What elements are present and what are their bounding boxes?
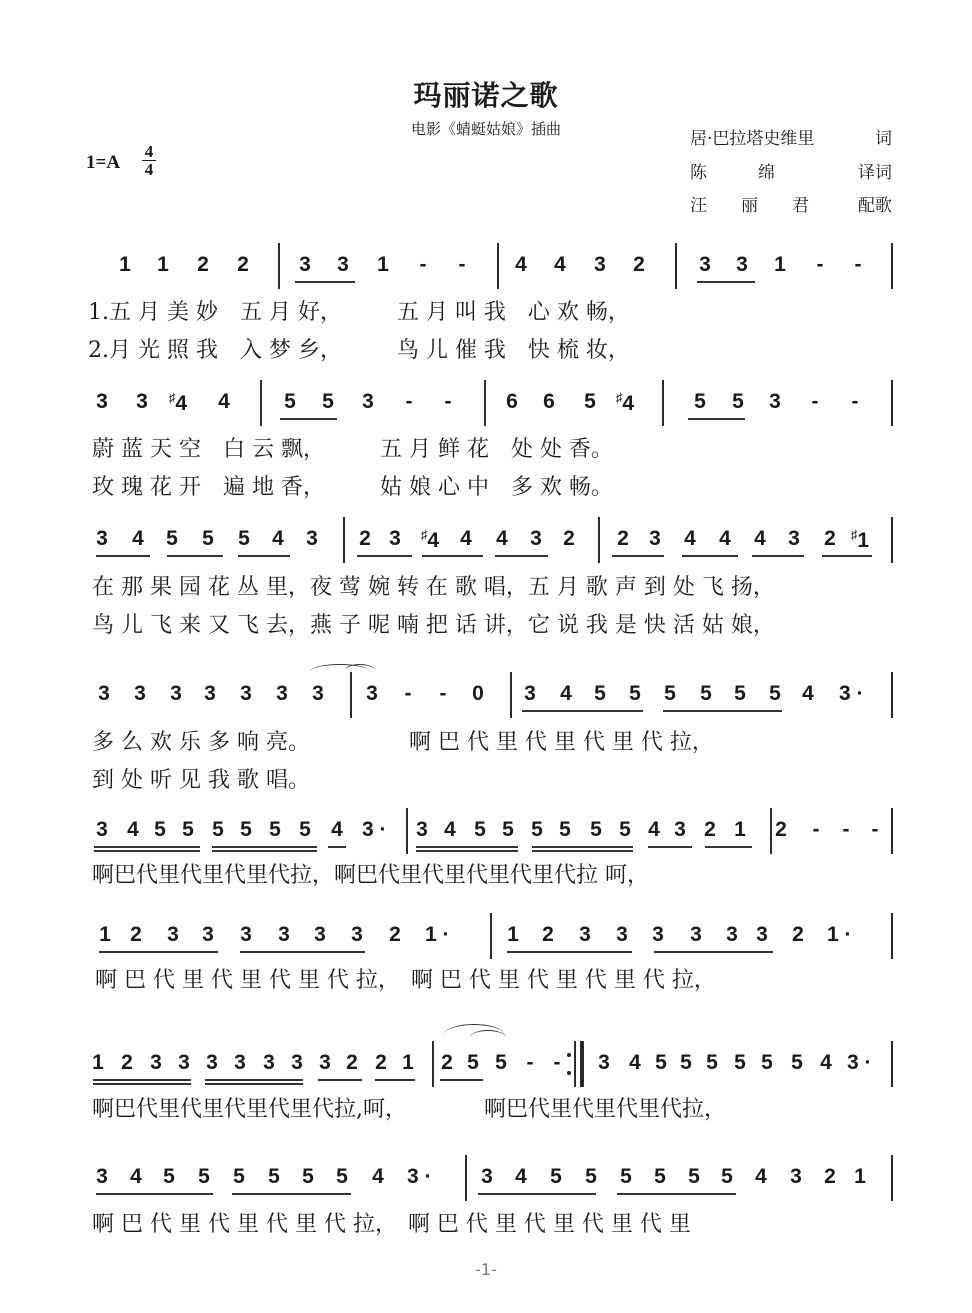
note: 3 xyxy=(291,1051,303,1074)
note: 5 xyxy=(284,390,296,413)
note: 3 xyxy=(366,682,378,705)
sustain-dash: - xyxy=(458,253,466,276)
barline xyxy=(891,380,893,426)
note: 4 xyxy=(820,1051,832,1074)
time-signature: 4 4 xyxy=(142,144,156,177)
barline xyxy=(891,808,893,854)
note: 5 xyxy=(550,1165,562,1188)
note: 2 xyxy=(389,923,401,946)
note: 3 · xyxy=(847,1051,872,1074)
note: 2 xyxy=(824,1165,836,1188)
note: 1 xyxy=(92,1051,104,1074)
sustain-dash: - xyxy=(553,1051,561,1074)
sustain-dash: - xyxy=(405,390,413,413)
note: 1 xyxy=(402,1051,414,1074)
repeat-end-barline xyxy=(580,1041,584,1087)
note: 5 xyxy=(655,1051,667,1074)
note: 3 xyxy=(278,923,290,946)
note: 5 xyxy=(202,527,214,550)
note: 4 xyxy=(554,253,566,276)
note: 3 xyxy=(616,923,628,946)
note: 4 xyxy=(629,1051,641,1074)
lyric-line: 到 处 听 见 我 歌 唱。 xyxy=(92,768,310,793)
note: 3 xyxy=(96,527,108,550)
note: 3 xyxy=(306,527,318,550)
note: 4 xyxy=(372,1165,384,1188)
note: 3 xyxy=(756,923,768,946)
credit-arranger: 汪 丽 君 配歌 xyxy=(690,196,892,216)
note: 2 xyxy=(346,1051,358,1074)
song-subtitle: 电影《蜻蜓姑娘》插曲 xyxy=(410,120,561,138)
note: 2 xyxy=(824,527,836,550)
note: 2 xyxy=(704,818,716,841)
note: 3 xyxy=(674,818,686,841)
note: 3 xyxy=(206,1051,218,1074)
note: 4 xyxy=(460,527,472,550)
beam-underline xyxy=(240,951,365,953)
beam-underline xyxy=(478,1193,596,1195)
note: 2 xyxy=(792,923,804,946)
note: 5 xyxy=(467,1051,479,1074)
lyric-line: 蔚 蓝 天 空 白 云 飘， 五 月 鲜 花 处 处 香。 xyxy=(92,437,613,462)
beam-underline xyxy=(612,555,664,557)
lyric-line: 2.月 光 照 我 入 梦 乡， 鸟 儿 催 我 快 梳 妆， xyxy=(88,338,630,363)
page-number: -1- xyxy=(475,1260,497,1279)
note: 4 xyxy=(560,682,572,705)
sustain-dash: - xyxy=(439,682,447,705)
beam-underline xyxy=(752,555,804,557)
note: 1 · xyxy=(425,923,450,946)
barline xyxy=(260,380,262,426)
note: 5 xyxy=(585,1165,597,1188)
sustain-dash: - xyxy=(851,390,859,413)
beam-underline xyxy=(495,555,548,557)
note: 5 xyxy=(594,682,606,705)
barline xyxy=(432,1041,434,1087)
note: 4 xyxy=(132,527,144,550)
note: 5 xyxy=(198,1165,210,1188)
barline xyxy=(891,1155,893,1201)
note: 1 xyxy=(854,1165,866,1188)
barline xyxy=(891,1041,893,1087)
note: 0 xyxy=(472,682,484,705)
beam-underline-second xyxy=(205,1083,303,1085)
lyric-line: 玫 瑰 花 开 遍 地 香， 姑 娘 心 中 多 欢 畅。 xyxy=(92,475,613,500)
note: 3 xyxy=(202,923,214,946)
barline xyxy=(465,1155,467,1201)
note: 5 xyxy=(654,1165,666,1188)
note: 3 xyxy=(98,682,110,705)
beam-underline xyxy=(648,846,692,848)
note: 5 xyxy=(734,1051,746,1074)
note: 4 xyxy=(515,253,527,276)
beam-underline xyxy=(663,710,782,712)
note: 3 xyxy=(769,390,781,413)
note: 2 xyxy=(237,253,249,276)
beam-underline xyxy=(440,1079,483,1081)
repeat-dot xyxy=(567,1053,571,1057)
note: 5 xyxy=(700,682,712,705)
repeat-thin-barline xyxy=(574,1041,576,1087)
sustain-dash: - xyxy=(816,253,824,276)
beam-underline-second xyxy=(532,850,633,852)
note: 3 xyxy=(204,682,216,705)
beam-underline xyxy=(416,846,518,848)
note: 3 xyxy=(530,527,542,550)
note: 3 · xyxy=(407,1165,432,1188)
song-title: 玛丽诺之歌 xyxy=(413,79,559,112)
note: 4 xyxy=(218,390,230,413)
barline xyxy=(490,913,492,959)
sustain-dash: - xyxy=(811,390,819,413)
beam-underline xyxy=(232,1193,351,1195)
note: 2 xyxy=(542,923,554,946)
note: 5 xyxy=(495,1051,507,1074)
note: 5 xyxy=(559,818,571,841)
beam-underline xyxy=(654,951,773,953)
note: ♯4 xyxy=(615,390,635,415)
note: 3 xyxy=(788,527,800,550)
beam-underline-second xyxy=(416,850,518,852)
note: 5 xyxy=(474,818,486,841)
key-signature: 1=A xyxy=(86,152,121,173)
sustain-dash: - xyxy=(526,1051,534,1074)
note: 5 xyxy=(791,1051,803,1074)
beam-underline xyxy=(205,1079,303,1081)
note: 1 xyxy=(507,923,519,946)
note: 3 xyxy=(263,1051,275,1074)
sustain-dash: - xyxy=(419,253,427,276)
beam-underline xyxy=(167,555,223,557)
note: 5 xyxy=(154,818,166,841)
beam-underline xyxy=(422,555,483,557)
note: 3 xyxy=(594,253,606,276)
sustain-dash: - xyxy=(404,682,412,705)
note: 4 xyxy=(719,527,731,550)
note: 4 xyxy=(444,818,456,841)
note: 3 xyxy=(699,253,711,276)
note: 4 xyxy=(272,527,284,550)
note: 5 xyxy=(688,1165,700,1188)
note: 2 xyxy=(617,527,629,550)
beam-underline xyxy=(96,1193,213,1195)
note: 3 xyxy=(96,818,108,841)
note: 4 xyxy=(802,682,814,705)
note: 4 xyxy=(331,818,343,841)
lyric-line: 1.五 月 美 妙 五 月 好， 五 月 叫 我 心 欢 畅， xyxy=(88,300,630,325)
beam-underline xyxy=(532,846,633,848)
beam-underline xyxy=(280,418,337,420)
note: 3 xyxy=(167,923,179,946)
note: 5 xyxy=(732,390,744,413)
note: 3 xyxy=(319,1051,331,1074)
note: 3 xyxy=(649,527,661,550)
note: 2 xyxy=(633,253,645,276)
note: 3 xyxy=(299,253,311,276)
note: 2 xyxy=(130,923,142,946)
beam-underline xyxy=(295,281,355,283)
note: 5 xyxy=(761,1051,773,1074)
note: 3 xyxy=(726,923,738,946)
note: 3 xyxy=(276,682,288,705)
note: 3 xyxy=(524,682,536,705)
note: 3 · xyxy=(362,818,387,841)
note: 5 xyxy=(584,390,596,413)
note: 5 xyxy=(268,1165,280,1188)
note: 5 xyxy=(336,1165,348,1188)
note: 1 xyxy=(99,923,111,946)
note: 2 xyxy=(441,1051,453,1074)
beam-underline-second xyxy=(93,1083,191,1085)
barline xyxy=(598,517,600,563)
note: 2 xyxy=(563,527,575,550)
note: 5 xyxy=(238,527,250,550)
lyric-line: 在 那 果 园 花 丛 里，夜 莺 婉 转 在 歌 唱，五 月 歌 声 到 处 飞 扬， xyxy=(92,575,775,600)
barline xyxy=(891,243,893,289)
tie-arc xyxy=(345,664,375,677)
beam-underline xyxy=(94,846,200,848)
note: 3 xyxy=(690,923,702,946)
lyric-line: 多 么 欢 乐 多 响 亮。 啊 巴 代 里 代 里 代 里 代 拉， xyxy=(92,730,714,755)
lyric-line: 啊 巴 代 里 代 里 代 里 代 拉， 啊 巴 代 里 代 里 代 里 代 里 xyxy=(92,1212,691,1237)
beam-underline xyxy=(617,1193,736,1195)
barline xyxy=(278,243,280,289)
note: 5 xyxy=(182,818,194,841)
note: 6 xyxy=(506,390,518,413)
note: 2 xyxy=(775,818,787,841)
note: 6 xyxy=(543,390,555,413)
barline xyxy=(497,243,499,289)
note: 1 xyxy=(774,253,786,276)
beam-underline xyxy=(682,555,738,557)
note: 5 xyxy=(302,1165,314,1188)
note: 1 · xyxy=(827,923,852,946)
beam-underline xyxy=(93,1079,191,1081)
note: 5 xyxy=(269,818,281,841)
note: 3 xyxy=(234,1051,246,1074)
note: 5 xyxy=(233,1165,245,1188)
note: 5 xyxy=(734,682,746,705)
beam-underline xyxy=(522,710,643,712)
barline xyxy=(484,380,486,426)
beam-underline xyxy=(328,846,346,848)
note: 4 xyxy=(127,818,139,841)
beam-underline-second xyxy=(94,850,200,852)
note: 3 xyxy=(579,923,591,946)
note: 3 xyxy=(312,682,324,705)
note: 3 xyxy=(134,682,146,705)
note: 3 xyxy=(362,390,374,413)
note: 4 xyxy=(684,527,696,550)
note: 5 xyxy=(620,1165,632,1188)
barline xyxy=(891,913,893,959)
sustain-dash: - xyxy=(871,818,879,841)
note: 5 xyxy=(664,682,676,705)
beam-underline xyxy=(357,555,412,557)
barline xyxy=(891,517,893,563)
sustain-dash: - xyxy=(444,390,452,413)
sustain-dash: - xyxy=(842,818,850,841)
note: 1 xyxy=(119,253,131,276)
beam-underline xyxy=(507,951,632,953)
note: 3 xyxy=(337,253,349,276)
note: 3 xyxy=(652,923,664,946)
note: 3 xyxy=(96,1165,108,1188)
note: 3 xyxy=(790,1165,802,1188)
barline xyxy=(406,808,408,854)
lyric-line: 啊巴代里代里代里代拉，啊巴代里代里代里代里代拉 呵， xyxy=(92,863,649,888)
sustain-dash: - xyxy=(854,253,862,276)
note: 5 xyxy=(240,818,252,841)
note: ♯4 xyxy=(420,527,440,552)
beam-underline xyxy=(697,281,755,283)
barline xyxy=(891,672,893,718)
beam-underline xyxy=(705,846,752,848)
note: 5 xyxy=(629,682,641,705)
note: 5 xyxy=(502,818,514,841)
note: 4 xyxy=(754,527,766,550)
note: 5 xyxy=(322,390,334,413)
note: 5 xyxy=(680,1051,692,1074)
note: 3 xyxy=(178,1051,190,1074)
sustain-dash: - xyxy=(812,818,820,841)
note: 2 xyxy=(121,1051,133,1074)
beam-underline xyxy=(375,1079,415,1081)
note: 1 xyxy=(734,818,746,841)
note: ♯1 xyxy=(850,527,870,552)
note: 5 xyxy=(619,818,631,841)
note: ♯4 xyxy=(168,390,188,415)
barline xyxy=(675,243,677,289)
beam-underline xyxy=(238,555,290,557)
note: 5 xyxy=(769,682,781,705)
note: 3 xyxy=(136,390,148,413)
note: 3 xyxy=(481,1165,493,1188)
note: 4 xyxy=(515,1165,527,1188)
note: 3 xyxy=(416,818,428,841)
note: 5 xyxy=(299,818,311,841)
note: 5 xyxy=(706,1051,718,1074)
beam-underline-second xyxy=(212,850,317,852)
lyric-line: 啊 巴 代 里 代 里 代 里 代 拉， 啊 巴 代 里 代 里 代 里 代 拉， xyxy=(95,968,716,993)
note: 1 xyxy=(377,253,389,276)
note: 3 · xyxy=(839,682,864,705)
note: 5 xyxy=(166,527,178,550)
beam-underline xyxy=(318,1079,362,1081)
credit-translator: 陈 绵 译词 xyxy=(690,163,892,183)
beam-underline xyxy=(96,555,150,557)
note: 2 xyxy=(359,527,371,550)
note: 3 xyxy=(240,923,252,946)
tie-arc xyxy=(470,1030,506,1045)
note: 5 xyxy=(590,818,602,841)
note: 4 xyxy=(496,527,508,550)
lyric-line: 啊巴代里代里代里代里代拉,呵， 啊巴代里代里代里代拉， xyxy=(92,1097,726,1122)
note: 3 xyxy=(150,1051,162,1074)
note: 4 xyxy=(755,1165,767,1188)
note: 3 xyxy=(736,253,748,276)
note: 5 xyxy=(163,1165,175,1188)
note: 2 xyxy=(375,1051,387,1074)
note: 4 xyxy=(130,1165,142,1188)
beam-underline xyxy=(212,846,317,848)
barline xyxy=(510,672,512,718)
note: 1 xyxy=(157,253,169,276)
beam-underline xyxy=(822,555,872,557)
barline xyxy=(662,380,664,426)
note: 3 xyxy=(96,390,108,413)
note: 3 xyxy=(598,1051,610,1074)
note: 3 xyxy=(389,527,401,550)
note: 3 xyxy=(170,682,182,705)
note: 5 xyxy=(694,390,706,413)
repeat-dot xyxy=(567,1071,571,1075)
note: 3 xyxy=(351,923,363,946)
note: 3 xyxy=(240,682,252,705)
note: 5 xyxy=(531,818,543,841)
credit-lyricist: 居·巴拉塔史维里 词 xyxy=(690,129,892,149)
note: 3 xyxy=(314,923,326,946)
note: 2 xyxy=(197,253,209,276)
note: 5 xyxy=(721,1165,733,1188)
beam-underline xyxy=(99,951,218,953)
barline xyxy=(343,517,345,563)
lyric-line: 鸟 儿 飞 来 又 飞 去，燕 子 呢 喃 把 话 讲，它 说 我 是 快 活 姑 娘， xyxy=(92,613,775,638)
beam-underline xyxy=(688,418,745,420)
note: 4 xyxy=(648,818,660,841)
note: 5 xyxy=(212,818,224,841)
